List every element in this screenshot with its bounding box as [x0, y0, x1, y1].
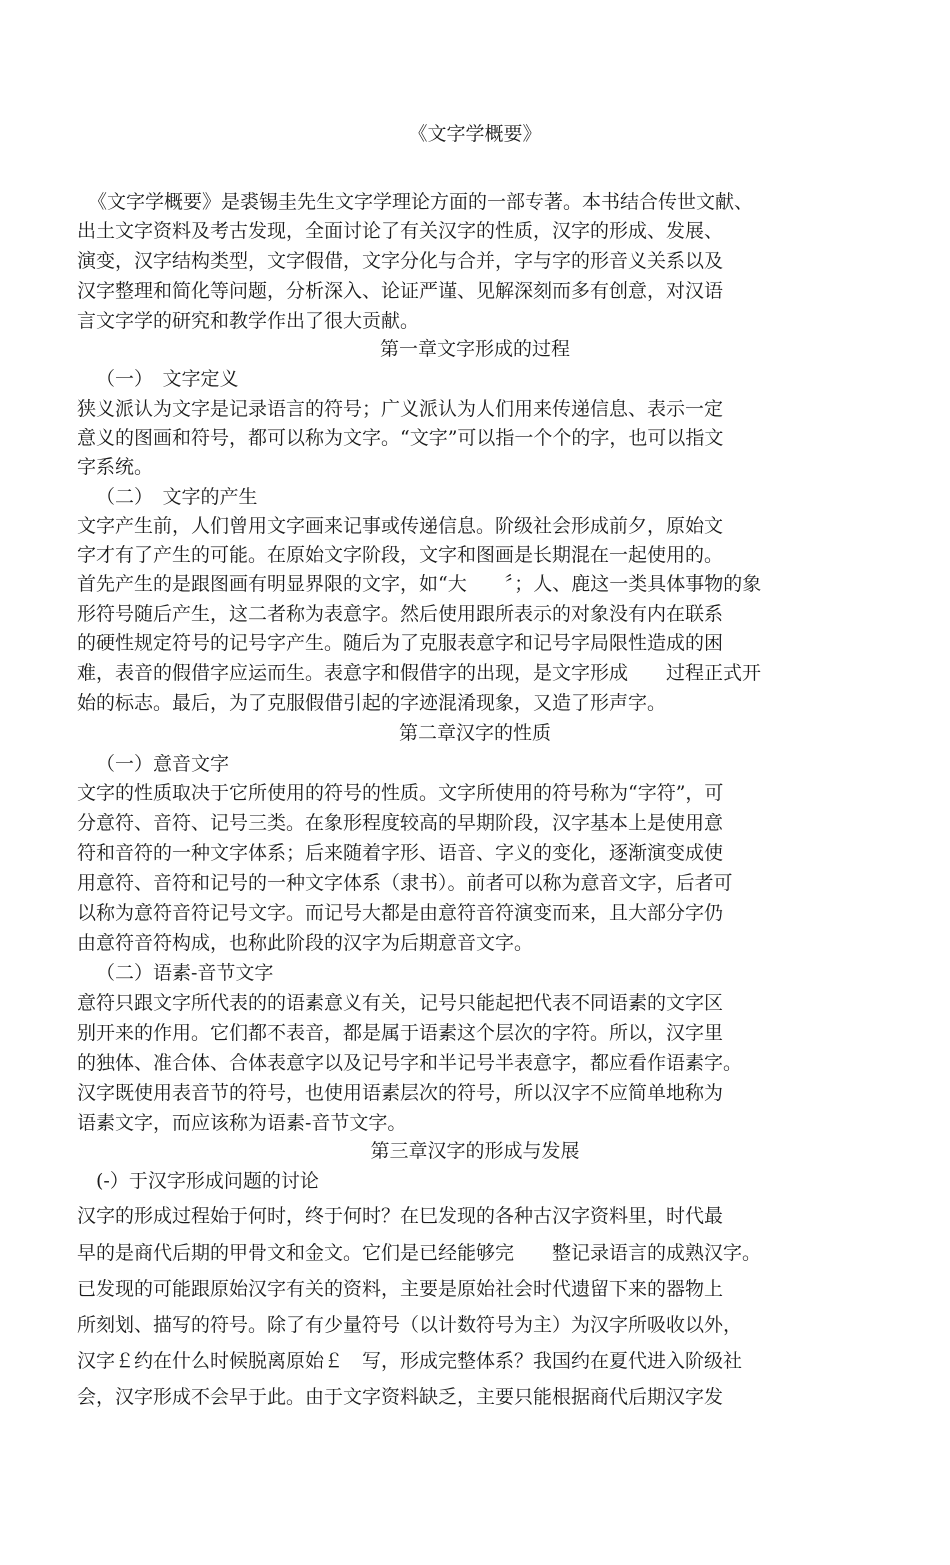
section-title: (-）于汉字形成问题的讨论: [96, 1170, 319, 1192]
body-line: 以称为意符音符记号文字。而记号大都是由意符音符演变而来，且大部分字仍: [77, 902, 724, 924]
body-line: 符和音符的一种文字体系；后来随着字形、语音、字义的变化，逐渐演变成使: [77, 842, 724, 864]
body-line: 的独体、准合体、合体表意字以及记号字和半记号半表意字，都应看作语素字。: [77, 1052, 743, 1074]
body-line: 分意符、音符、记号三类。在象形程度较高的早期阶段，汉字基本上是使用意: [77, 812, 724, 834]
body-line: 汉字的形成过程始于何时，终于何时？在巳发现的各种古汉字资料里，时代最: [77, 1205, 724, 1227]
body-line: 的硬性规定符号的记号字产生。随后为了克服表意字和记号字局限性造成的困: [77, 632, 724, 654]
body-line: 早的是商代后期的甲骨文和金文。它们是已经能够完 整记录语言的成熟汉字。: [77, 1242, 762, 1264]
body-line: 由意符音符构成，也称此阶段的汉字为后期意音文字。: [77, 932, 534, 954]
section-title: （一）意音文字: [96, 753, 230, 775]
body-line: 文字产生前，人们曾用文字画来记事或传递信息。阶级社会形成前夕，原始文: [77, 515, 724, 537]
body-line: 别开来的作用。它们都不表音，都是属于语素这个层次的字符。所以，汉字里: [77, 1022, 724, 1044]
body-line: 意符只跟文字所代表的的语素意义有关，记号只能起把代表不同语素的文字区: [77, 992, 724, 1014]
body-line: 语素文字，而应该称为语素-音节文字。: [77, 1112, 407, 1134]
document-title: 《文字学概要》: [408, 123, 542, 145]
chapter-2-title: 第二章汉字的性质: [398, 722, 551, 744]
body-line: 用意符、音符和记号的一种文字体系（隶书）。前者可以称为意音文字，后者可: [77, 872, 733, 894]
body-line: 所刻划、描写的符号。除了有少量符号（以计数符号为主）为汉字所吸收以外，: [77, 1314, 743, 1336]
chapter-3-title: 第三章汉字的形成与发展: [370, 1140, 580, 1162]
intro-line: 出土文字资料及考古发现，全面讨论了有关汉字的性质，汉字的形成、发展、: [77, 220, 724, 242]
section-title: （二）语素-音节文字: [96, 962, 274, 984]
chapter-1-title: 第一章文字形成的过程: [379, 338, 570, 360]
body-line: 首先产生的是跟图画有明显界限的文字，如“大 〞；人、鹿这一类具体事物的象: [77, 573, 762, 595]
body-line: 已发现的可能跟原始汉字有关的资料，主要是原始社会时代遗留下来的器物上: [77, 1278, 724, 1300]
body-line: 难，表音的假借字应运而生。表意字和假借字的出现，是文字形成 过程正式开: [77, 662, 762, 684]
body-line: 文字的性质取决于它所使用的符号的性质。文字所使用的符号称为“字符”，可: [77, 782, 724, 804]
body-line: 字才有了产生的可能。在原始文字阶段，文字和图画是长期混在一起使用的。: [77, 544, 724, 566]
intro-line: 演变，汉字结构类型，文字假借，文字分化与合并，字与字的形音义关系以及: [77, 250, 724, 272]
body-line: 始的标志。最后，为了克服假借引起的字迹混淆现象，又造了形声字。: [77, 692, 667, 714]
intro-line: 汉字整理和简化等问题，分析深入、论证严谨、见解深刻而多有创意，对汉语: [77, 280, 724, 302]
body-line: 形符号随后产生，这二者称为表意字。然后使用跟所表示的对象没有内在联系: [77, 603, 724, 625]
body-line: 汉字既使用表音节的符号，也使用语素层次的符号，所以汉字不应简单地称为: [77, 1082, 724, 1104]
intro-line: 《文字学概要》是裘锡圭先生文字学理论方面的一部专著。本书结合传世文献、: [88, 191, 754, 213]
section-title: （一） 文字定义: [96, 368, 239, 390]
body-line: 会，汉字形成不会早于此。由于文字资料缺乏，主要只能根据商代后期汉字发: [77, 1386, 724, 1408]
body-line: 意义的图画和符号，都可以称为文字。“文字”可以指一个个的字，也可以指文: [77, 427, 724, 449]
body-line: 狭义派认为文字是记录语言的符号；广义派认为人们用来传递信息、表示一定: [77, 398, 724, 420]
body-line: 汉字￡约在什么时候脱离原始￡ 写，形成完整体系？我国约在夏代进入阶级社: [77, 1350, 743, 1372]
section-title: （二） 文字的产生: [96, 486, 258, 508]
body-line: 字系统。: [77, 456, 154, 478]
intro-line: 言文字学的研究和教学作出了很大贡献。: [77, 310, 420, 332]
